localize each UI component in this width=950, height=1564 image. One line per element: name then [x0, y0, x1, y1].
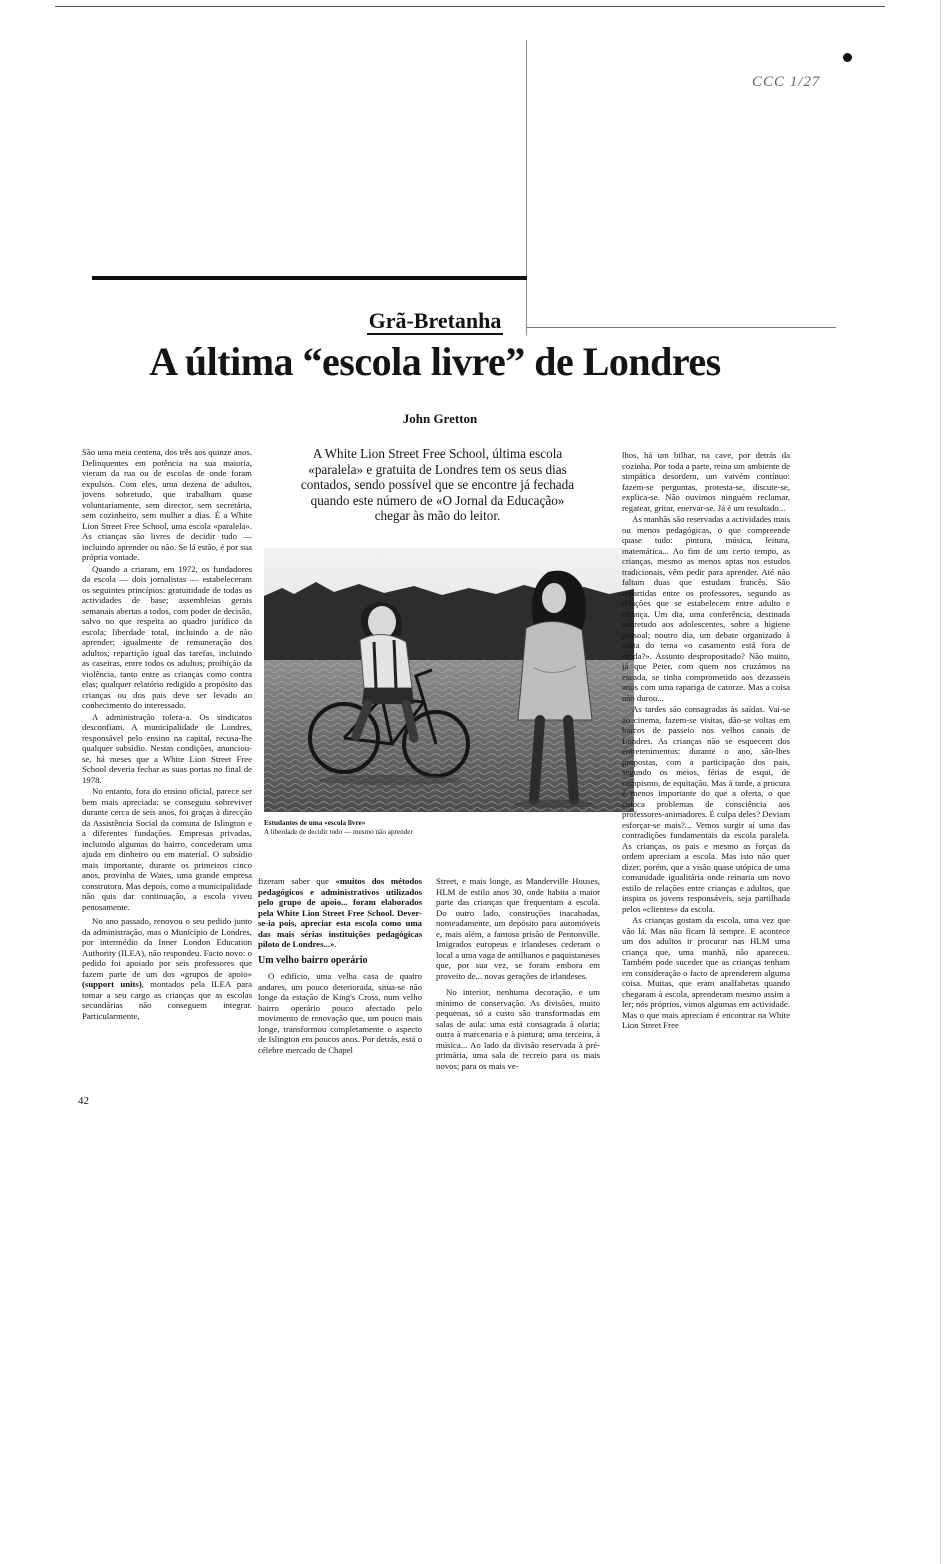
section-label — [300, 308, 570, 334]
paragraph: Street, e mais longe, as Manderville Houses, HLM de estilo anos 30, onde habita a maior parte das crianças que frequentam a escola. Do outro lado, construções inacabadas, nomeadamente, um depósito para automóveis e, mais além, a famosa prisão de Pentonville. Imigrados europeus e irlandeses cederam o local a uma vaga de antilhanos e paquistaneses que, por sua vez, se foram embora em proveito de... novas gerações de irlandeses. — [436, 876, 600, 981]
caption-title: Estudantes de uma «escola livre» — [264, 819, 366, 827]
article-column-2 — [258, 876, 422, 1104]
header-bar — [92, 276, 527, 280]
paragraph — [82, 916, 252, 1021]
paragraph: No interior, nenhuma decoração, e um mínimo de conservação. As divisões, muito pequenas, só a custo são transformadas em salas de aula: uma está consagrada à olaria; outra à marcenaria e à pintura; uma terceira, à música... Ao lado da divisão reservada à pré-primária, uma sala de recreio para os mais novos; para os mais ve- — [436, 987, 600, 1071]
text-run-bold: (support units) — [82, 979, 142, 989]
paragraph: São uma meia centena, dos três aos quinze anos. Delinquentes em potência na sua maioria, vieram da rua ou de escolas de onde foram expulsos. Com eles, uma dezena de adultos, jovens sobretudo, que trabalham quase voluntariamente, sem director, sem secretária, sem cozinheiro, sem mulher a dias. É a White Lion Street Free School, uma escola «paralela». As crianças são livres de decidir tudo — incluindo aprender ou não. Se lá estão, é por sua própria vontade. — [82, 447, 252, 562]
archive-stamp: CCC 1/27 — [752, 74, 821, 90]
paragraph: No entanto, fora do ensino oficial, parece ser bem mais apreciada: se conseguiu sobreviver durante cerca de seis anos, foi graças à direcção da Assistência Social da comuna de Islington e a diferentes fundações. Empresas privadas, incluindo algumas do bairro, concederam uma ajuda em dinheiro ou em material. O subsídio mais importante, durante os primeiros cinco anos, provinha de Wates, uma grande empresa construtora. Mas depois, como a municipalidade não quis dar continuação, a escola viveu penosamente. — [82, 786, 252, 912]
header-horizontal-rule — [526, 327, 836, 328]
paragraph: Quando a criaram, em 1972, os fundadores da escola — dois jornalistas — estabeleceram os seguintes princípios: gratuitidade de todas as actividades de base; assembleias gerais semanais abertas a todos, com poder de decisão, salvo no que respeita ao quadro jurídico da escola; liberdade total, incluindo a de não aprender; igualmente de remuneração dos adultos; repartição igual das tarefas, incluindo as caseiras, entre todos os adultos; proibição da violência, tanto entre as crianças como contra elas; qualquer relatório redigido a propósito das crianças ou dos pais deve ser levado ao conhecimento do interessado. — [82, 563, 252, 710]
paragraph: A administração tolera-a. Os sindicatos desconfiam. A municipalidade de Londres, responsável pelo ensino na capital, recusa-lhe qualquer subsídio. Nestas condições, anunciou-se, há meses que a White Lion Street Free School deveria fechar as suas portas no final de 1978. — [82, 711, 252, 785]
paragraph: lhos, há um bilhar, na cave, por detrás da cozinha. Por toda a parte, reina um ambiente de simpática desordem, um vaivém contínuo: fazem-se perguntas, protesta-se, discute-se, explica-se. Não ouvimos ninguém reclamar, regatear, gritar, enervar-se. Já é um resultado... — [622, 450, 790, 513]
subheading: Um velho bairro operário — [258, 954, 368, 966]
ink-dot — [843, 53, 852, 62]
text-run: , montados pela ILEA para tomar a seu cargo as crianças que as escolas secundárias não conseguem integrar. Particularmente, — [82, 979, 252, 1021]
quote-bold: «muitos dos métodos pedagógicos e administrativos utilizados pelo grupo de apoio... foram elaborados pela White Lion Street Free School. Dever-se-ia pois, apreciar esta escola como uma das mais sérias instituições pedagógicas piloto de Londres...» — [258, 876, 422, 949]
paragraph: As crianças gostam da escola, uma vez que vão lá. Mas não ficam lá sempre. E acontece um dos adultos ir procurar nas HLM uma criança que, uma manhã, não apareceu. Também pode suceder que as crianças tenham em consideração o facto de aprenderem alguma coisa. Muitas, que eram analfabetas quando chegaram à escola, aprenderam mesmo assim a ler; nós próprios, vimos algumas em actividade. Mas o que mais apreciam é encontrar na White Lion Street Free — [622, 915, 790, 1030]
article-column-4 — [622, 450, 790, 1105]
header-vertical-rule — [526, 40, 527, 335]
page-edge-line — [940, 0, 941, 1564]
text-run: No ano passado, renovou o seu pedido junto da administração, mas o Município de Londres, por intermédio da Inner London Education Authority (ILEA), não respondeu. Facto novo: o pedido foi apoiado por seis professores que fazem parte de um dos «grupos de apoio» — [82, 916, 252, 979]
caption-text: A liberdade de decidir tudo — mesmo não aprender — [264, 827, 413, 836]
byline: John Gretton — [402, 411, 478, 426]
text-run: . — [334, 939, 337, 949]
article-column-1 — [82, 447, 252, 1097]
photo-caption — [264, 819, 584, 836]
article-column-3 — [436, 876, 600, 1104]
paragraph: As manhãs são reservadas a actividades mais ou menos pedagógicas, o que compreende quase tudo: pintura, música, leitura, matemática... Ao fim de um certo tempo, as crianças, mesmo as menos aptas nos estudos tradicionais, vêm pedir para aprender. Até não faltam duas que estudam francês. São repartidas entre os professores, segundo as relações que se estabelecem entre adulto e criança. Um dia, uma conferência, destinada sobretudo aos adolescentes, sobre a higiene pessoal; noutro dia, um debate organizado à volta do tema «o casamento está fora de moda?». Assunto despropositado? Não muito, já que Peter, com quem nos cruzámos na escada, se tinha comprometido aos dezasseis anos com uma rapariga de catorze. Mas a coisa não durou... — [622, 514, 790, 703]
headline: A última “escola livre” de Londres — [149, 339, 721, 384]
page-number: 42 — [78, 1095, 89, 1107]
text-run: fizeram saber que — [258, 876, 336, 886]
article-photo — [264, 548, 634, 812]
photo-children-bicycle — [264, 548, 634, 812]
lead-paragraph: A White Lion Street Free School, última escola «paralela» e gratuita de Londres tem os seus dias contados, sendo possível que se encontre já fechada quando este número de «O Jornal da Educação» chegar às mão do leitor. — [300, 446, 575, 524]
paragraph — [258, 876, 422, 950]
paragraph: As tardes são consagradas às saídas. Vai-se ao cinema, fazem-se visitas, dão-se voltas em barcos de passeio nos velhos canais de Londres. As crianças não se esquecem dos entretenimentos: durante o ano, são-lhes propostas, com a participação dos pais, segundo os meios, férias de esqui, de campismo, de equitação. Mas à tarde, a procura é menos importante do que a oferta, o que coloca problemas de consciência aos professores-animadores. É culpa deles? Deviam esforçar-se mais?... Vemos surgir aí uma das contradições fundamentais da escola paralela. As crianças, os pais e mesmo as forças da ordem apreciam a escola. Mas isto não quer dizer, porém, que a visão quase utópica de uma comunidade igualitária onde reinaria um novo estilo de relações entre crianças e adultos, que inspira os jovens responsáveis, seja partilhada pelos «clientes» da escola. — [622, 704, 790, 914]
section-label-text: Grã-Bretanha — [368, 308, 502, 333]
top-rule — [55, 6, 885, 7]
paragraph: O edifício, uma velha casa de quatro andares, um pouco deteriorada, situa-se não longe da estação de King's Cross, num velho bairro operário pouco afectado pelo movimento de renovação que, um pouco mais longe, transformou completamente o aspecto de Islington em poucos anos. Por detrás, está o célebre mercado de Chapel — [258, 971, 422, 1055]
